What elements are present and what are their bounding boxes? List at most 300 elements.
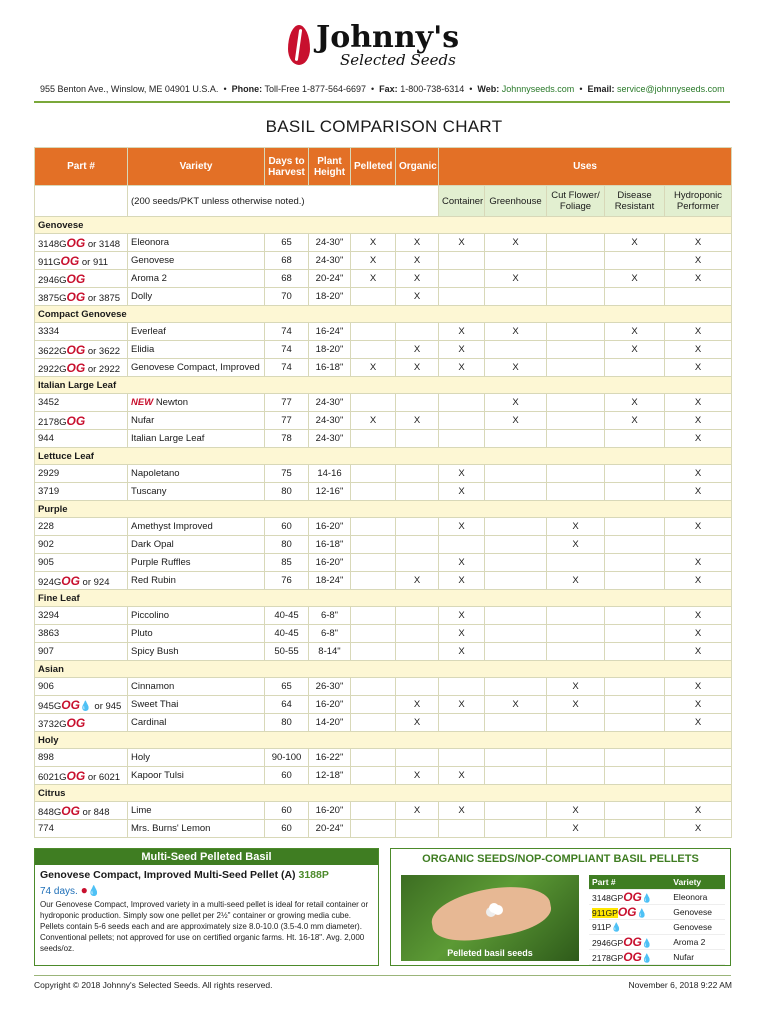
og-icon: OG bbox=[66, 342, 86, 357]
variety-name bbox=[128, 749, 265, 767]
days-to-harvest: 74 bbox=[265, 359, 309, 377]
logo-subtitle: Selected Seeds bbox=[340, 50, 456, 69]
attribute-mark bbox=[485, 643, 547, 661]
table-row bbox=[35, 678, 732, 696]
part-code: 898 bbox=[38, 752, 54, 763]
attribute-mark bbox=[396, 518, 439, 536]
attribute-mark bbox=[439, 820, 485, 838]
days-to-harvest: 80 bbox=[265, 714, 309, 732]
part-number bbox=[35, 465, 128, 483]
attribute-mark: X bbox=[665, 323, 732, 341]
attribute-mark: X bbox=[665, 554, 732, 572]
attribute-mark bbox=[351, 643, 396, 661]
part-number bbox=[35, 749, 128, 767]
organic-pellets-box bbox=[390, 848, 731, 966]
part-code: 945G bbox=[38, 700, 62, 712]
table-row bbox=[35, 341, 732, 359]
group-label: Fine Leaf bbox=[35, 590, 732, 607]
attribute-mark: X bbox=[439, 323, 485, 341]
table-row bbox=[35, 270, 732, 288]
attribute-mark bbox=[547, 288, 605, 306]
plant-height: 14-16 bbox=[309, 465, 351, 483]
part-number bbox=[35, 341, 128, 359]
attribute-mark: X bbox=[396, 412, 439, 430]
attribute-mark bbox=[351, 430, 396, 448]
pellet-part-code: 911GP bbox=[592, 908, 618, 918]
attribute-mark: X bbox=[665, 341, 732, 359]
days-to-harvest: 80 bbox=[265, 483, 309, 501]
og-icon: OG bbox=[623, 935, 642, 949]
variety-name bbox=[128, 625, 265, 643]
col-pelleted: Pelleted bbox=[351, 148, 396, 186]
attribute-mark bbox=[396, 678, 439, 696]
days-to-harvest: 70 bbox=[265, 288, 309, 306]
part-code: 3622G bbox=[38, 345, 67, 357]
attribute-mark: X bbox=[439, 607, 485, 625]
pellet-variety: Genovese bbox=[670, 920, 725, 935]
days-to-harvest: 64 bbox=[265, 696, 309, 714]
attribute-mark: X bbox=[439, 465, 485, 483]
days-to-harvest: 68 bbox=[265, 252, 309, 270]
variety-label: Piccolino bbox=[131, 610, 170, 621]
variety-label: Newton bbox=[155, 397, 189, 408]
attribute-mark bbox=[485, 430, 547, 448]
attribute-mark bbox=[547, 430, 605, 448]
group-label: Lettuce Leaf bbox=[35, 448, 732, 465]
variety-label: Sweet Thai bbox=[131, 699, 179, 710]
fax: 1-800-738-6314 bbox=[400, 84, 465, 94]
table-row bbox=[35, 572, 732, 590]
attribute-mark: X bbox=[396, 359, 439, 377]
pellet-drop-icon: 💧 bbox=[641, 938, 653, 948]
box1-header: Multi-Seed Pelleted Basil bbox=[35, 849, 378, 865]
og-icon: OG bbox=[60, 253, 80, 268]
attribute-mark bbox=[396, 607, 439, 625]
table-row bbox=[35, 518, 732, 536]
part-code: 905 bbox=[38, 557, 54, 568]
attribute-mark bbox=[351, 625, 396, 643]
attribute-mark bbox=[605, 820, 665, 838]
plant-height: 26-30" bbox=[309, 678, 351, 696]
days-to-harvest: 50-55 bbox=[265, 643, 309, 661]
group-row bbox=[35, 661, 732, 678]
attribute-mark bbox=[439, 536, 485, 554]
attribute-mark bbox=[547, 359, 605, 377]
days-to-harvest: 40-45 bbox=[265, 607, 309, 625]
attribute-mark bbox=[485, 288, 547, 306]
attribute-mark: X bbox=[439, 572, 485, 590]
group-row bbox=[35, 590, 732, 607]
phone-label: Phone: bbox=[231, 84, 263, 94]
attribute-mark bbox=[605, 625, 665, 643]
part-code: 902 bbox=[38, 539, 54, 550]
col-organic: Organic bbox=[396, 148, 439, 186]
attribute-mark bbox=[351, 323, 396, 341]
phone: Toll-Free 1-877-564-6697 bbox=[264, 84, 366, 94]
part-alt: or 3875 bbox=[85, 292, 121, 304]
attribute-mark: X bbox=[665, 252, 732, 270]
variety-name bbox=[128, 252, 265, 270]
pellet-row bbox=[589, 890, 725, 905]
days-to-harvest: 65 bbox=[265, 234, 309, 252]
part-number bbox=[35, 483, 128, 501]
attribute-mark bbox=[439, 678, 485, 696]
days-to-harvest: 60 bbox=[265, 820, 309, 838]
group-label: Genovese bbox=[35, 217, 732, 234]
table-row bbox=[35, 430, 732, 448]
part-code: 3148G bbox=[38, 238, 67, 250]
part-alt: or 2922 bbox=[85, 363, 121, 375]
variety-name bbox=[128, 430, 265, 448]
variety-label: Everleaf bbox=[131, 326, 166, 337]
basil-comparison-table bbox=[34, 147, 732, 838]
days-to-harvest: 65 bbox=[265, 678, 309, 696]
new-badge: NEW bbox=[131, 397, 154, 408]
attribute-mark: X bbox=[665, 820, 732, 838]
variety-name bbox=[128, 323, 265, 341]
attribute-mark bbox=[605, 714, 665, 732]
variety-name bbox=[128, 678, 265, 696]
variety-label: Red Rubin bbox=[131, 575, 176, 586]
part-number bbox=[35, 714, 128, 732]
og-icon: OG bbox=[66, 768, 86, 783]
attribute-mark bbox=[665, 288, 732, 306]
attribute-mark: X bbox=[485, 323, 547, 341]
attribute-mark bbox=[439, 252, 485, 270]
attribute-mark: X bbox=[439, 554, 485, 572]
attribute-mark bbox=[351, 288, 396, 306]
plant-height: 20-24" bbox=[309, 820, 351, 838]
attribute-mark bbox=[439, 749, 485, 767]
days-to-harvest: 68 bbox=[265, 270, 309, 288]
og-icon: OG bbox=[66, 235, 86, 250]
attribute-mark: X bbox=[439, 518, 485, 536]
og-icon: OG bbox=[61, 573, 80, 588]
table-row bbox=[35, 607, 732, 625]
part-number bbox=[35, 802, 128, 820]
attribute-mark: X bbox=[547, 678, 605, 696]
attribute-mark bbox=[396, 749, 439, 767]
pellet-drop-icon: 💧 bbox=[79, 700, 92, 712]
table-row bbox=[35, 714, 732, 732]
email-link[interactable]: service@johnnyseeds.com bbox=[617, 84, 725, 94]
attribute-mark: X bbox=[351, 270, 396, 288]
web-label: Web: bbox=[477, 84, 500, 94]
variety-label: Dark Opal bbox=[131, 539, 174, 550]
part-code: 774 bbox=[38, 823, 54, 834]
group-row bbox=[35, 306, 732, 323]
variety-name bbox=[128, 536, 265, 554]
use-col: Cut Flower/ Foliage bbox=[547, 186, 605, 217]
pellet-part-code: 2946GP bbox=[592, 938, 624, 948]
og-icon: OG bbox=[61, 697, 80, 712]
attribute-mark bbox=[665, 767, 732, 785]
variety-label: Italian Large Leaf bbox=[131, 433, 205, 444]
footer-divider bbox=[34, 975, 731, 976]
part-alt: or 3622 bbox=[85, 345, 121, 357]
attribute-mark bbox=[351, 394, 396, 412]
table-row bbox=[35, 767, 732, 785]
table-row bbox=[35, 554, 732, 572]
attribute-mark bbox=[605, 288, 665, 306]
group-row bbox=[35, 732, 732, 749]
variety-name bbox=[128, 234, 265, 252]
attribute-mark bbox=[547, 483, 605, 501]
plant-height: 6-8" bbox=[309, 625, 351, 643]
days-to-harvest: 80 bbox=[265, 536, 309, 554]
table-row bbox=[35, 696, 732, 714]
attribute-mark: X bbox=[665, 625, 732, 643]
attribute-mark: X bbox=[665, 394, 732, 412]
part-code: 3334 bbox=[38, 326, 60, 337]
attribute-mark bbox=[547, 341, 605, 359]
mini-col-variety: Variety bbox=[670, 875, 725, 890]
attribute-mark: X bbox=[665, 412, 732, 430]
attribute-mark bbox=[485, 341, 547, 359]
table-row bbox=[35, 412, 732, 430]
days-to-harvest: 60 bbox=[265, 518, 309, 536]
variety-label: Spicy Bush bbox=[131, 646, 179, 657]
plant-height: 16-18" bbox=[309, 359, 351, 377]
part-number bbox=[35, 252, 128, 270]
attribute-mark: X bbox=[547, 802, 605, 820]
box2-header: ORGANIC SEEDS/NOP-COMPLIANT BASIL PELLETS bbox=[422, 853, 699, 865]
variety-name bbox=[128, 518, 265, 536]
part-number bbox=[35, 643, 128, 661]
attribute-mark: X bbox=[547, 572, 605, 590]
attribute-mark: X bbox=[605, 270, 665, 288]
attribute-mark bbox=[351, 820, 396, 838]
og-icon: OG bbox=[617, 905, 637, 919]
multi-seed-pellet-box bbox=[34, 848, 379, 966]
pellet-row bbox=[589, 935, 725, 950]
pellet-variety: Genovese bbox=[670, 905, 725, 920]
attribute-mark bbox=[605, 554, 665, 572]
variety-label: Genovese Compact, Improved bbox=[131, 362, 260, 373]
table-row bbox=[35, 288, 732, 306]
part-number bbox=[35, 234, 128, 252]
attribute-mark: X bbox=[485, 234, 547, 252]
table-row bbox=[35, 643, 732, 661]
attribute-mark: X bbox=[396, 802, 439, 820]
attribute-mark bbox=[547, 607, 605, 625]
pelleted-seeds-photo bbox=[401, 875, 579, 961]
attribute-mark bbox=[547, 465, 605, 483]
attribute-mark: X bbox=[665, 714, 732, 732]
attribute-mark: X bbox=[396, 714, 439, 732]
attribute-mark: X bbox=[351, 412, 396, 430]
pellet-part bbox=[589, 935, 670, 950]
pellet-variety: Eleonora bbox=[670, 890, 725, 905]
attribute-mark bbox=[547, 270, 605, 288]
table-row bbox=[35, 394, 732, 412]
attribute-mark bbox=[351, 518, 396, 536]
part-number bbox=[35, 678, 128, 696]
part-code: 228 bbox=[38, 521, 54, 532]
copyright: Copyright © 2018 Johnny's Selected Seeds. All rights reserved. bbox=[34, 980, 273, 990]
attribute-mark bbox=[547, 252, 605, 270]
part-code: 3732G bbox=[38, 718, 67, 730]
variety-name bbox=[128, 288, 265, 306]
attribute-mark: X bbox=[439, 483, 485, 501]
attribute-mark bbox=[485, 536, 547, 554]
address: 955 Benton Ave., Winslow, ME 04901 U.S.A. bbox=[40, 84, 219, 94]
attribute-mark bbox=[605, 802, 665, 820]
variety-label: Mrs. Burns' Lemon bbox=[131, 823, 211, 834]
pellet-drop-icon: 💧 bbox=[641, 893, 653, 903]
attribute-mark: X bbox=[396, 572, 439, 590]
attribute-mark bbox=[396, 536, 439, 554]
variety-name bbox=[128, 643, 265, 661]
variety-name bbox=[128, 607, 265, 625]
table-row bbox=[35, 252, 732, 270]
part-number bbox=[35, 430, 128, 448]
use-col: Disease Resistant bbox=[605, 186, 665, 217]
attribute-mark: X bbox=[439, 767, 485, 785]
attribute-mark bbox=[547, 643, 605, 661]
og-icon: OG bbox=[623, 950, 642, 964]
part-number bbox=[35, 572, 128, 590]
pellet-description: Our Genovese Compact, Improved variety in a multi-seed pellet is ideal for retail container or hydroponic production. Simply sow one pellet per 2½" container or growing media cube. Pellets contain 5-6 seeds each and are approximately size 8.0-10.0 (3.5-4.0 mm diameter). Conventional pellets; not approved for use on certified organic farms. Ht. 16-18". Avg. 2,000 seeds/oz. bbox=[40, 900, 369, 953]
plant-height: 16-22" bbox=[309, 749, 351, 767]
attribute-mark bbox=[605, 572, 665, 590]
part-code: 3452 bbox=[38, 397, 60, 408]
days-to-harvest: 75 bbox=[265, 465, 309, 483]
variety-name bbox=[128, 270, 265, 288]
use-col: Greenhouse bbox=[485, 186, 547, 217]
group-row bbox=[35, 217, 732, 234]
attribute-mark bbox=[396, 554, 439, 572]
plant-height: 12-16" bbox=[309, 483, 351, 501]
page-title: BASIL COMPARISON CHART bbox=[265, 117, 503, 136]
part-number bbox=[35, 554, 128, 572]
group-label: Citrus bbox=[35, 785, 732, 802]
days-to-harvest: 74 bbox=[265, 323, 309, 341]
variety-name bbox=[128, 820, 265, 838]
table-row bbox=[35, 536, 732, 554]
variety-label: Pluto bbox=[131, 628, 153, 639]
attribute-mark bbox=[485, 767, 547, 785]
variety-name bbox=[128, 394, 265, 412]
photo-caption: Pelleted basil seeds bbox=[447, 948, 533, 958]
part-number bbox=[35, 288, 128, 306]
part-code: 2178G bbox=[38, 416, 67, 428]
part-code: 924G bbox=[38, 576, 62, 588]
part-number bbox=[35, 270, 128, 288]
attribute-mark: X bbox=[605, 394, 665, 412]
attribute-mark bbox=[396, 625, 439, 643]
table-row bbox=[35, 359, 732, 377]
variety-name bbox=[128, 802, 265, 820]
group-label: Holy bbox=[35, 732, 732, 749]
days-to-harvest: 60 bbox=[265, 767, 309, 785]
pellet-title: Genovese Compact, Improved Multi-Seed Pellet (A) bbox=[40, 869, 296, 881]
part-code: 906 bbox=[38, 681, 54, 692]
plant-height: 16-18" bbox=[309, 536, 351, 554]
attribute-mark bbox=[605, 678, 665, 696]
variety-name bbox=[128, 341, 265, 359]
variety-label: Tuscany bbox=[131, 486, 167, 497]
col-height: Plant Height bbox=[309, 148, 351, 186]
part-number bbox=[35, 625, 128, 643]
attribute-mark bbox=[351, 696, 396, 714]
plant-height: 18-20" bbox=[309, 341, 351, 359]
pellet-part bbox=[589, 920, 670, 935]
attribute-mark bbox=[351, 341, 396, 359]
attribute-mark bbox=[605, 465, 665, 483]
attribute-mark: X bbox=[439, 359, 485, 377]
variety-label: Amethyst Improved bbox=[131, 521, 213, 532]
plant-height: 16-20" bbox=[309, 554, 351, 572]
variety-label: Dolly bbox=[131, 291, 153, 302]
table-row bbox=[35, 625, 732, 643]
fax-label: Fax: bbox=[379, 84, 398, 94]
attribute-mark bbox=[605, 518, 665, 536]
attribute-mark: X bbox=[605, 412, 665, 430]
attribute-mark: X bbox=[351, 359, 396, 377]
attribute-mark bbox=[665, 749, 732, 767]
attribute-mark: X bbox=[485, 270, 547, 288]
plant-height: 6-8" bbox=[309, 607, 351, 625]
attribute-mark bbox=[485, 714, 547, 732]
part-code: 911G bbox=[38, 256, 61, 268]
attribute-mark: X bbox=[665, 696, 732, 714]
pellet-days: 74 days. bbox=[40, 886, 78, 897]
attribute-mark bbox=[605, 359, 665, 377]
attribute-mark: X bbox=[439, 341, 485, 359]
pellet-table bbox=[589, 875, 725, 965]
attribute-mark: X bbox=[439, 696, 485, 714]
attribute-mark bbox=[547, 394, 605, 412]
pellet-drop-icon: 💧 bbox=[636, 908, 648, 918]
attribute-mark: X bbox=[665, 234, 732, 252]
attribute-mark bbox=[439, 714, 485, 732]
variety-name bbox=[128, 465, 265, 483]
variety-name bbox=[128, 714, 265, 732]
group-label: Italian Large Leaf bbox=[35, 377, 732, 394]
group-row bbox=[35, 501, 732, 518]
attribute-mark bbox=[547, 749, 605, 767]
variety-label: Cinnamon bbox=[131, 681, 175, 692]
attribute-mark bbox=[605, 767, 665, 785]
variety-name bbox=[128, 412, 265, 430]
days-to-harvest: 77 bbox=[265, 394, 309, 412]
group-label: Compact Genovese bbox=[35, 306, 732, 323]
attribute-mark bbox=[396, 394, 439, 412]
attribute-mark: X bbox=[396, 767, 439, 785]
plant-height: 16-24" bbox=[309, 323, 351, 341]
web-link[interactable]: Johnnyseeds.com bbox=[501, 84, 575, 94]
part-number bbox=[35, 412, 128, 430]
attribute-mark: X bbox=[485, 696, 547, 714]
part-code: 3719 bbox=[38, 486, 60, 497]
attribute-mark bbox=[396, 820, 439, 838]
plant-height: 24-30" bbox=[309, 252, 351, 270]
part-number bbox=[35, 767, 128, 785]
attribute-mark: X bbox=[439, 802, 485, 820]
attribute-mark bbox=[439, 394, 485, 412]
attribute-mark bbox=[439, 270, 485, 288]
days-to-harvest: 60 bbox=[265, 802, 309, 820]
part-number bbox=[35, 518, 128, 536]
table-row bbox=[35, 749, 732, 767]
attribute-mark bbox=[547, 323, 605, 341]
attribute-mark bbox=[351, 678, 396, 696]
attribute-mark: X bbox=[665, 483, 732, 501]
email-label: Email: bbox=[587, 84, 615, 94]
attribute-mark bbox=[351, 749, 396, 767]
variety-label: Kapoor Tulsi bbox=[131, 770, 184, 781]
